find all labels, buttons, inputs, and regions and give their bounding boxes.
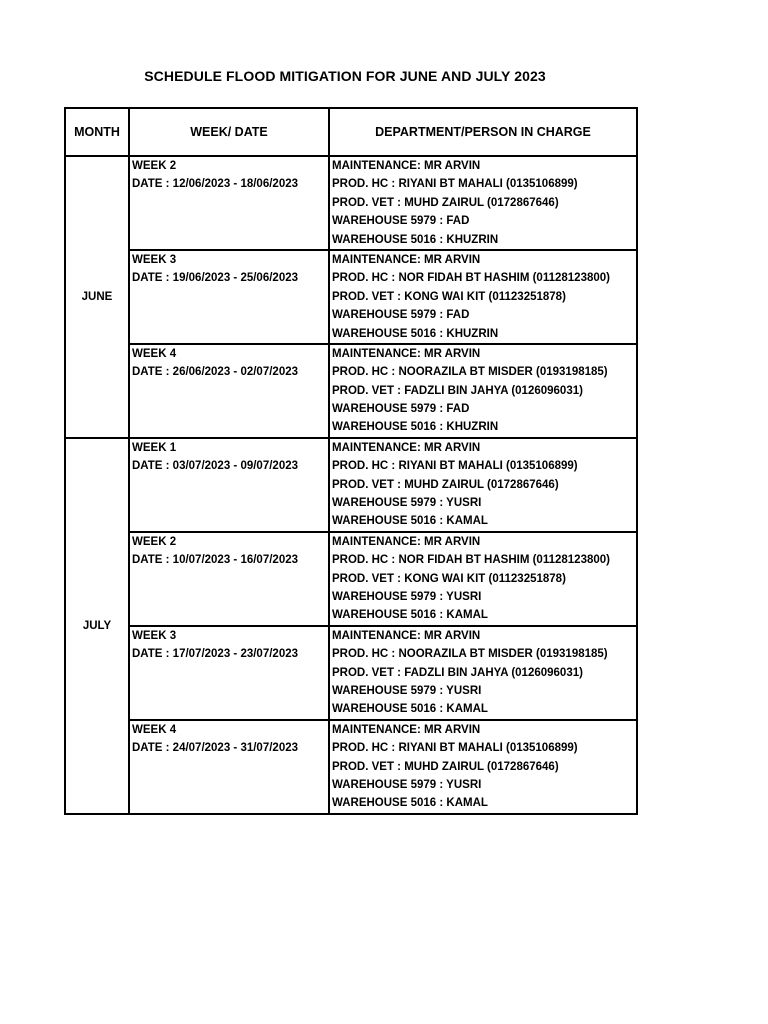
date-range: DATE : 10/07/2023 - 16/07/2023 (132, 554, 299, 567)
week-label: WEEK 1 (132, 441, 177, 454)
table-row (65, 626, 637, 720)
person-in-charge-line: WAREHOUSE 5016 : KHUZRIN (332, 233, 499, 246)
person-in-charge-line: PROD. HC : NOR FIDAH BT HASHIM (01128123800) (332, 554, 610, 567)
week-date-cell (129, 344, 329, 438)
person-in-charge-line: MAINTENANCE: MR ARVIN (332, 347, 481, 360)
header-month: MONTH (65, 108, 129, 156)
person-in-charge-line: PROD. VET : KONG WAI KIT (01123251878) (332, 572, 566, 585)
person-in-charge-line: WAREHOUSE 5016 : KAMAL (332, 797, 488, 810)
week-date-cell (129, 250, 329, 344)
schedule-body (65, 156, 637, 814)
person-in-charge-line: MAINTENANCE: MR ARVIN (332, 160, 481, 172)
person-in-charge-line: MAINTENANCE: MR ARVIN (332, 629, 481, 642)
person-in-charge-line: WAREHOUSE 5979 : YUSRI (332, 497, 482, 510)
month-cell: JUNE (65, 156, 129, 438)
date-range: DATE : 03/07/2023 - 09/07/2023 (132, 460, 299, 473)
week-label: WEEK 2 (132, 535, 177, 548)
week-label: WEEK 3 (132, 253, 177, 266)
person-in-charge-line: PROD. VET : MUHD ZAIRUL (0172867646) (332, 196, 559, 209)
person-in-charge-line: WAREHOUSE 5016 : KAMAL (332, 703, 488, 716)
person-in-charge-line: PROD. HC : RIYANI BT MAHALI (0135106899) (332, 742, 578, 755)
person-in-charge-line: PROD. VET : MUHD ZAIRUL (0172867646) (332, 478, 559, 491)
date-range: DATE : 24/07/2023 - 31/07/2023 (132, 742, 299, 755)
week-date-cell (129, 626, 329, 720)
person-in-charge-cell (329, 438, 637, 532)
date-range: DATE : 12/06/2023 - 18/06/2023 (132, 178, 299, 191)
document-title: SCHEDULE FLOOD MITIGATION FOR JUNE AND JULY 2023 (144, 68, 546, 84)
person-in-charge-line: WAREHOUSE 5016 : KHUZRIN (332, 421, 499, 434)
date-range: DATE : 26/06/2023 - 02/07/2023 (132, 366, 299, 379)
person-in-charge-line: WAREHOUSE 5016 : KAMAL (332, 515, 488, 528)
person-in-charge-cell (329, 344, 637, 438)
date-range: DATE : 19/06/2023 - 25/06/2023 (132, 272, 299, 285)
header-department-person: DEPARTMENT/PERSON IN CHARGE (329, 108, 637, 156)
person-in-charge-line: WAREHOUSE 5979 : FAD (332, 215, 470, 228)
person-in-charge-cell (329, 626, 637, 720)
person-in-charge-line: WAREHOUSE 5979 : FAD (332, 403, 470, 416)
header-row (65, 108, 637, 156)
person-in-charge-line: WAREHOUSE 5979 : YUSRI (332, 590, 482, 603)
person-in-charge-cell (329, 532, 637, 626)
table-row (65, 438, 637, 532)
person-in-charge-cell (329, 156, 637, 250)
person-in-charge-line: WAREHOUSE 5979 : YUSRI (332, 778, 482, 791)
person-in-charge-line: MAINTENANCE: MR ARVIN (332, 723, 481, 736)
person-in-charge-line: WAREHOUSE 5979 : FAD (332, 309, 470, 322)
person-in-charge-line: WAREHOUSE 5016 : KAMAL (332, 609, 488, 622)
person-in-charge-cell (329, 250, 637, 344)
week-date-cell (129, 438, 329, 532)
week-label: WEEK 4 (132, 723, 177, 736)
week-label: WEEK 2 (132, 160, 177, 172)
table-row (65, 156, 637, 250)
week-label: WEEK 4 (132, 347, 177, 360)
person-in-charge-line: PROD. VET : FADZLI BIN JAHYA (0126096031) (332, 666, 583, 679)
person-in-charge-line: WAREHOUSE 5016 : KHUZRIN (332, 327, 499, 340)
header-week-date: WEEK/ DATE (129, 108, 329, 156)
person-in-charge-line: MAINTENANCE: MR ARVIN (332, 441, 481, 454)
table-row (65, 344, 637, 438)
person-in-charge-cell (329, 720, 637, 814)
person-in-charge-line: PROD. HC : RIYANI BT MAHALI (0135106899) (332, 178, 578, 191)
person-in-charge-line: PROD. HC : RIYANI BT MAHALI (0135106899) (332, 460, 578, 473)
month-cell: JULY (65, 438, 129, 814)
person-in-charge-line: PROD. VET : FADZLI BIN JAHYA (0126096031) (332, 384, 583, 397)
week-date-cell (129, 532, 329, 626)
person-in-charge-line: MAINTENANCE: MR ARVIN (332, 535, 481, 548)
person-in-charge-line: MAINTENANCE: MR ARVIN (332, 253, 481, 266)
week-label: WEEK 3 (132, 629, 177, 642)
date-range: DATE : 17/07/2023 - 23/07/2023 (132, 648, 299, 661)
table-row (65, 532, 637, 626)
person-in-charge-line: PROD. VET : KONG WAI KIT (01123251878) (332, 290, 566, 303)
person-in-charge-line: WAREHOUSE 5979 : YUSRI (332, 684, 482, 697)
person-in-charge-line: PROD. HC : NOORAZILA BT MISDER (0193198185) (332, 366, 608, 379)
person-in-charge-line: PROD. VET : MUHD ZAIRUL (0172867646) (332, 760, 559, 773)
person-in-charge-line: PROD. HC : NOR FIDAH BT HASHIM (01128123800) (332, 272, 610, 285)
person-in-charge-line: PROD. HC : NOORAZILA BT MISDER (0193198185) (332, 648, 608, 661)
schedule-table (64, 107, 638, 815)
table-row (65, 720, 637, 814)
week-date-cell (129, 156, 329, 250)
week-date-cell (129, 720, 329, 814)
table-row (65, 250, 637, 344)
